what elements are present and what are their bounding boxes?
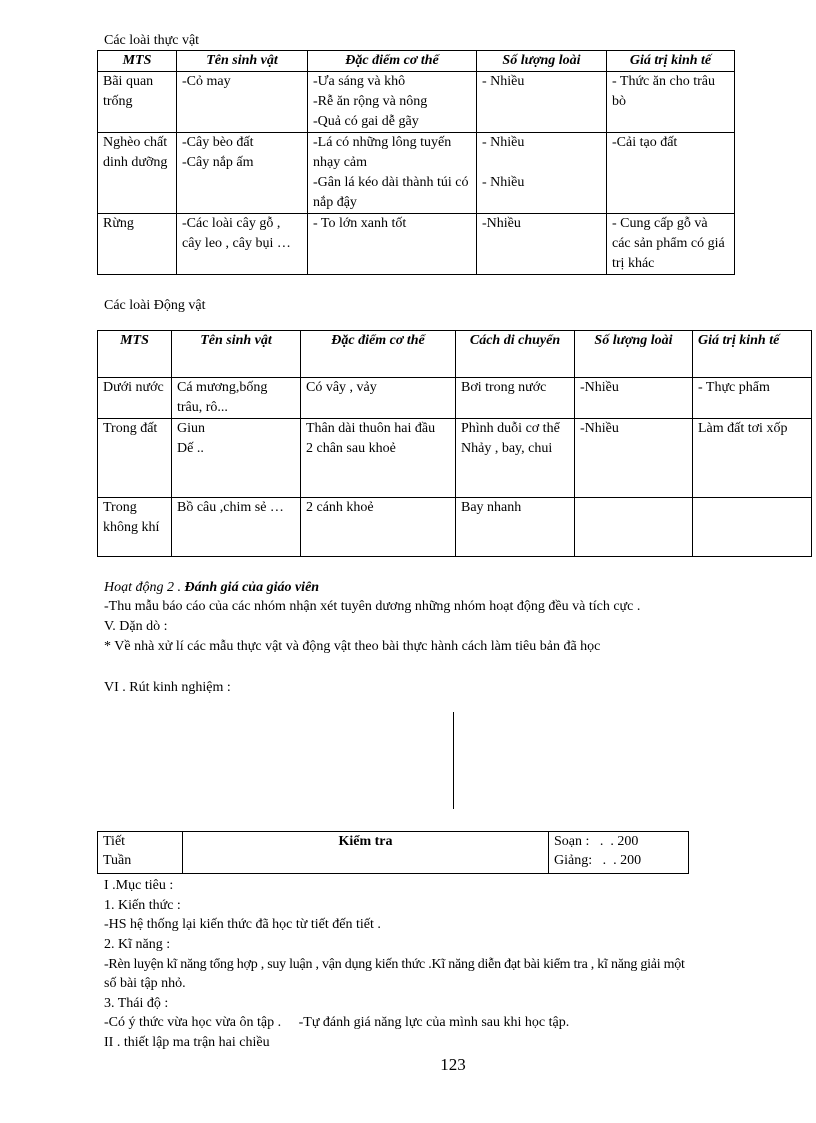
activity-heading: [104, 578, 319, 597]
animals-header-mts: MTS: [98, 331, 172, 378]
objectives-line: 1. Kiến thức :: [104, 898, 181, 913]
activity-label: Hoạt động 2 .: [104, 580, 181, 595]
objectives-line: 3. Thái độ :: [104, 996, 169, 1011]
table-row: [98, 498, 812, 557]
table-cell: Phình duỗi cơ thể Nhảy , bay, chui: [456, 419, 575, 498]
table-cell: Bay nhanh: [456, 498, 575, 557]
animals-header-row: [98, 331, 812, 378]
table-cell: - Nhiều - Nhiều: [477, 133, 607, 214]
plants-header-count: Số lượng loài: [477, 51, 607, 72]
table-cell: - Cung cấp gỗ và các sản phẩm có giá trị khác: [607, 214, 735, 275]
animals-header-value: Giá trị kinh tế: [693, 331, 812, 378]
table-cell: Làm đất tơi xốp: [693, 419, 812, 498]
objectives-line: 2. Kĩ năng :: [104, 937, 171, 952]
table-row: [98, 214, 735, 275]
experience-heading: VI . Rút kinh nghiệm :: [104, 680, 231, 695]
table-row: [98, 378, 812, 419]
animals-table: [97, 330, 812, 557]
table-row: [98, 832, 689, 874]
activity-title: Đánh giá của giáo viên: [184, 580, 320, 595]
table-cell: -Ưa sáng và khô -Rễ ăn rộng và nông -Quả có gai dễ gãy: [308, 72, 477, 133]
plants-header-mts: MTS: [98, 51, 177, 72]
activity-line: -Thu mẫu báo cáo của các nhóm nhận xét tuyên dương những nhóm hoạt động đều và tích cực .: [104, 599, 641, 614]
objectives-line: -Có ý thức vừa học vừa ôn tập . -Tự đánh giá năng lực của mình sau khi học tập.: [104, 1015, 570, 1030]
lesson-dates-cell: [549, 832, 689, 874]
table-cell: Nghèo chất dinh dưỡng: [98, 133, 177, 214]
table-cell: Bơi trong nước: [456, 378, 575, 419]
objectives-line: -Rèn luyện kĩ năng tổng hợp , suy luận , vận dụng kiến thức .Kĩ năng diễn đạt bài kiểm tra , kĩ năng giải một: [104, 957, 685, 972]
page-number: 123: [440, 1055, 466, 1074]
table-cell: -Nhiều: [575, 378, 693, 419]
table-cell: Dưới nước: [98, 378, 172, 419]
animals-caption: Các loài Động vật: [104, 298, 206, 313]
plants-header-name: Tên sinh vật: [177, 51, 308, 72]
objectives-line: I .Mục tiêu :: [104, 878, 174, 893]
table-cell: Cá mương,bống trâu, rô...: [172, 378, 301, 419]
table-cell: [575, 498, 693, 557]
table-cell: Giun Dế ..: [172, 419, 301, 498]
animals-header-features: Đặc điểm cơ thể: [301, 331, 456, 378]
table-cell: [693, 498, 812, 557]
table-cell: Bồ câu ,chim sẻ …: [172, 498, 301, 557]
table-cell: -Nhiều: [575, 419, 693, 498]
animals-header-name: Tên sinh vật: [172, 331, 301, 378]
table-cell: -Các loài cây gỗ , cây leo , cây bụi …: [177, 214, 308, 275]
animals-header-count: Số lượng loài: [575, 331, 693, 378]
table-cell: - To lớn xanh tốt: [308, 214, 477, 275]
table-cell: Có vây , vảy: [301, 378, 456, 419]
table-cell: Rừng: [98, 214, 177, 275]
plants-table: [97, 50, 735, 275]
table-cell: -Nhiều: [477, 214, 607, 275]
table-row: [98, 72, 735, 133]
table-cell: Thân dài thuôn hai đầu 2 chân sau khoẻ: [301, 419, 456, 498]
table-cell: - Nhiều: [477, 72, 607, 133]
lesson-prepared: Soạn : . . 200: [554, 834, 639, 849]
table-cell: Trong không khí: [98, 498, 172, 557]
lesson-title: Kiểm tra: [183, 832, 549, 874]
table-cell: -Cây bèo đất -Cây nắp ấm: [177, 133, 308, 214]
plants-header-features: Đặc điểm cơ thể: [308, 51, 477, 72]
objectives-line: số bài tập nhỏ.: [104, 976, 186, 991]
table-cell: 2 cánh khoẻ: [301, 498, 456, 557]
activity-line: * Về nhà xử lí các mẫu thực vật và động vật theo bài thực hành cách làm tiêu bản đã học: [104, 639, 601, 654]
table-row: [98, 133, 735, 214]
table-cell: - Thức ăn cho trâu bò: [607, 72, 735, 133]
table-cell: -Lá có những lông tuyến nhạy cảm -Gân lá kéo dài thành túi có nắp đậy: [308, 133, 477, 214]
plants-header-row: [98, 51, 735, 72]
animals-header-movement: Cách di chuyển: [456, 331, 575, 378]
table-cell: -Cỏ may: [177, 72, 308, 133]
table-row: [98, 419, 812, 498]
plants-header-value: Giá trị kinh tế: [607, 51, 735, 72]
lesson-period-cell: [98, 832, 183, 874]
table-cell: - Thực phẩm: [693, 378, 812, 419]
plants-caption: Các loài thực vật: [104, 33, 200, 48]
lesson-table: [97, 831, 689, 874]
activity-line: V. Dặn dò :: [104, 619, 168, 634]
lesson-taught: Giảng: . . 200: [554, 853, 642, 868]
lesson-period: Tiết: [103, 834, 126, 849]
objectives-line: II . thiết lập ma trận hai chiều: [104, 1035, 270, 1050]
lesson-week: Tuần: [103, 853, 132, 868]
table-cell: Trong đất: [98, 419, 172, 498]
table-cell: -Cải tạo đất: [607, 133, 735, 214]
vertical-divider: [453, 712, 454, 809]
objectives-line: -HS hệ thống lại kiến thức đã học từ tiết đến tiết .: [104, 917, 381, 932]
table-cell: Bãi quan trống: [98, 72, 177, 133]
